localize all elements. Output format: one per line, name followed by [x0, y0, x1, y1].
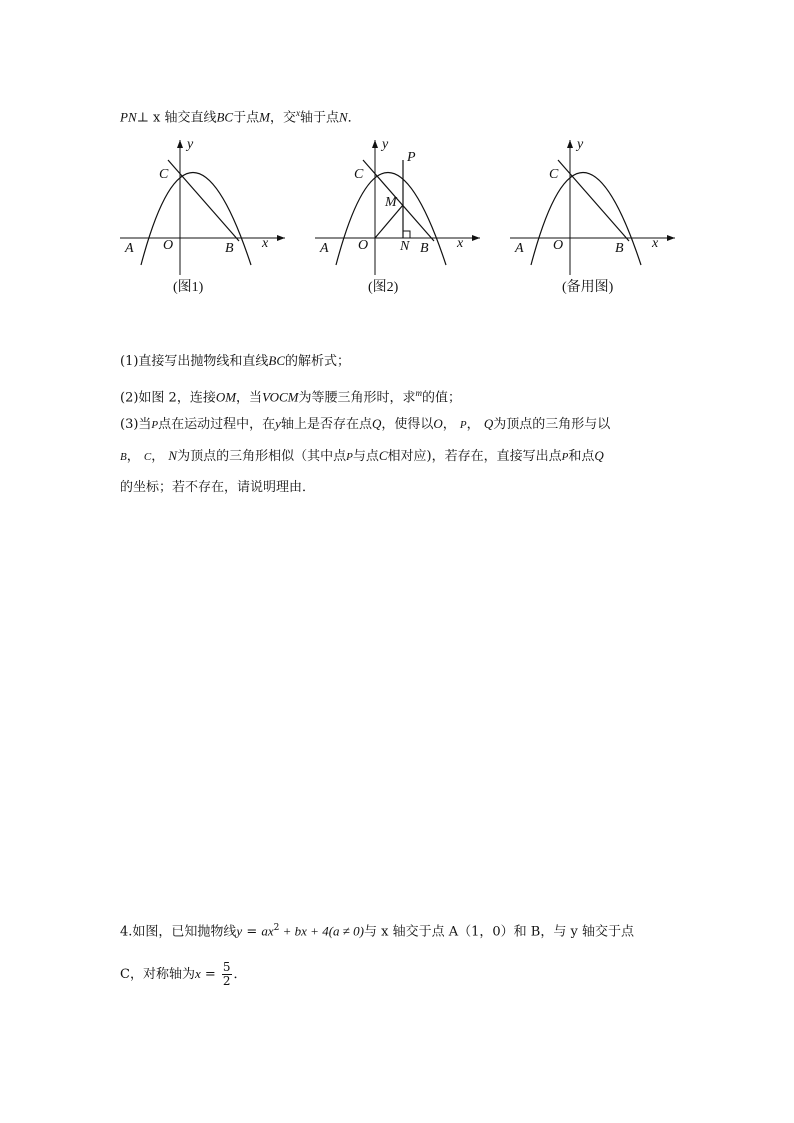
fig3-label-y: y: [577, 137, 584, 152]
q3-point-c2: C: [378, 448, 388, 463]
fig3-label-o: O: [553, 238, 564, 253]
fig1-label-c: C: [159, 167, 169, 182]
fig2-label-m: M: [385, 195, 397, 210]
q4-frac-denominator: 2: [222, 974, 231, 988]
figure-1: [115, 135, 295, 305]
question-2: [120, 384, 461, 407]
q3-text-1b: 点在运动过程中，在: [158, 417, 276, 432]
q3-point-c: C: [143, 451, 152, 463]
q3-point-o: O: [433, 416, 443, 431]
figure-3-caption: (备用图): [562, 280, 614, 295]
q3-text-2c: 相对应)，若存在，直接写出点: [387, 449, 562, 464]
question-3-line-1: [120, 415, 610, 434]
seg-pn: PN: [120, 109, 137, 125]
question-3-line-2: [120, 447, 604, 466]
q3-point-q2: Q: [483, 416, 494, 431]
fig2-label-p: P: [407, 150, 416, 165]
intro-period: ．: [347, 110, 361, 126]
seg-bc: BC: [216, 109, 234, 125]
q4-frac-numerator: 5: [222, 960, 231, 974]
q2-var-m: m: [415, 388, 423, 398]
q3-text-2b: 与点: [352, 449, 379, 464]
q3-sep-3: ，: [126, 449, 140, 464]
fig1-label-y: y: [187, 137, 194, 152]
q4-eq-square: 2: [273, 923, 280, 933]
fig3-label-x: x: [652, 236, 659, 251]
problem-4-line-1: [120, 919, 634, 941]
fig3-label-c: C: [549, 167, 559, 182]
q3-point-p: P: [151, 419, 159, 431]
q3-text-1c: 轴上是否存在点: [280, 417, 372, 432]
figure-1-graph: [115, 135, 295, 275]
fig2-label-n: N: [400, 239, 410, 254]
intro-text-2: 于点: [233, 110, 260, 126]
q4-eq-y: y: [236, 923, 243, 939]
q2-text-c: 为等腰三角形时，求: [298, 390, 416, 406]
fig1-label-b: B: [225, 241, 234, 256]
q3-point-b: B: [120, 451, 127, 463]
q2-text-d: 的值；: [422, 390, 462, 406]
var-x: x: [295, 108, 300, 118]
intro-text-3: ，交: [269, 110, 296, 126]
fig2-label-a: A: [320, 241, 329, 256]
q3-text-1d: ，使得以: [381, 417, 434, 432]
q3-point-q3: Q: [594, 448, 604, 463]
q3-text-3: 的坐标；若不存在，请说明理由．: [120, 480, 316, 495]
q2-triangle: VOCM: [262, 389, 299, 405]
q3-point-q: Q: [371, 416, 382, 431]
q4-sym-equals: =: [200, 967, 220, 982]
fig2-label-x: x: [457, 236, 464, 251]
point-n: N: [338, 109, 348, 125]
fig1-label-a: A: [125, 241, 134, 256]
intro-text-1: ⊥ x 轴交直线: [136, 110, 217, 126]
q3-sep-1: ，: [442, 417, 456, 432]
question-3-line-3: [120, 479, 315, 497]
q3-text-2a: 为顶点的三角形相似（其中点: [177, 449, 347, 464]
intro-line: [120, 104, 361, 127]
figure-2-caption: (图2): [368, 280, 399, 295]
q3-point-p3: P: [346, 451, 353, 463]
q3-sep-2: ，: [466, 417, 480, 432]
q4-eq-ax: ax: [261, 923, 274, 939]
q3-text-1e: 为顶点的三角形与以: [493, 417, 611, 432]
q3-var-y: y: [275, 416, 281, 431]
fig2-label-o: O: [358, 238, 369, 253]
q1-text-a: (1)直接写出抛物线和直线: [120, 354, 269, 369]
figure-2: [310, 135, 490, 305]
figure-3-graph: [505, 135, 685, 275]
fig2-label-b: B: [420, 241, 429, 256]
fig3-label-a: A: [515, 241, 524, 256]
q4-text-b: 与 x 轴交于点 A（1，0）和 B，与 y 轴交于点: [363, 924, 634, 940]
q1-seg-bc: BC: [268, 353, 286, 368]
q3-point-p2: P: [459, 419, 467, 431]
question-1: [120, 352, 350, 371]
fig3-label-b: B: [615, 241, 624, 256]
q4-sym-x: x: [194, 966, 201, 981]
q4-eq-rest: + bx + 4(a ≠ 0): [279, 923, 364, 939]
intro-text-4: 轴于点: [299, 110, 339, 126]
figure-1-caption: (图1): [173, 280, 204, 295]
point-m: M: [259, 109, 270, 125]
q3-text-1a: (3)当: [120, 417, 152, 432]
q1-text-b: 的解析式；: [285, 354, 351, 369]
q3-point-n: N: [168, 448, 178, 463]
fig1-label-o: O: [163, 238, 174, 253]
q2-seg-om: OM: [215, 389, 237, 405]
q2-text-b: ，当: [236, 390, 263, 406]
q4-text-c: C，对称轴为: [120, 967, 195, 982]
fig1-label-x: x: [262, 236, 269, 251]
q3-text-2d: 和点: [568, 449, 595, 464]
q4-fraction: [222, 961, 232, 988]
fig2-label-c: C: [354, 167, 364, 182]
q4-eq-equals: =: [242, 924, 262, 940]
q4-text-a: 4.如图，已知抛物线: [120, 924, 237, 940]
fig2-label-y: y: [382, 137, 389, 152]
problem-4-line-2: [120, 958, 247, 990]
q3-point-p4: P: [561, 451, 569, 463]
q2-text-a: (2)如图 2，连接: [120, 390, 216, 406]
q4-end: ．: [233, 967, 247, 982]
q3-sep-4: ，: [151, 449, 165, 464]
